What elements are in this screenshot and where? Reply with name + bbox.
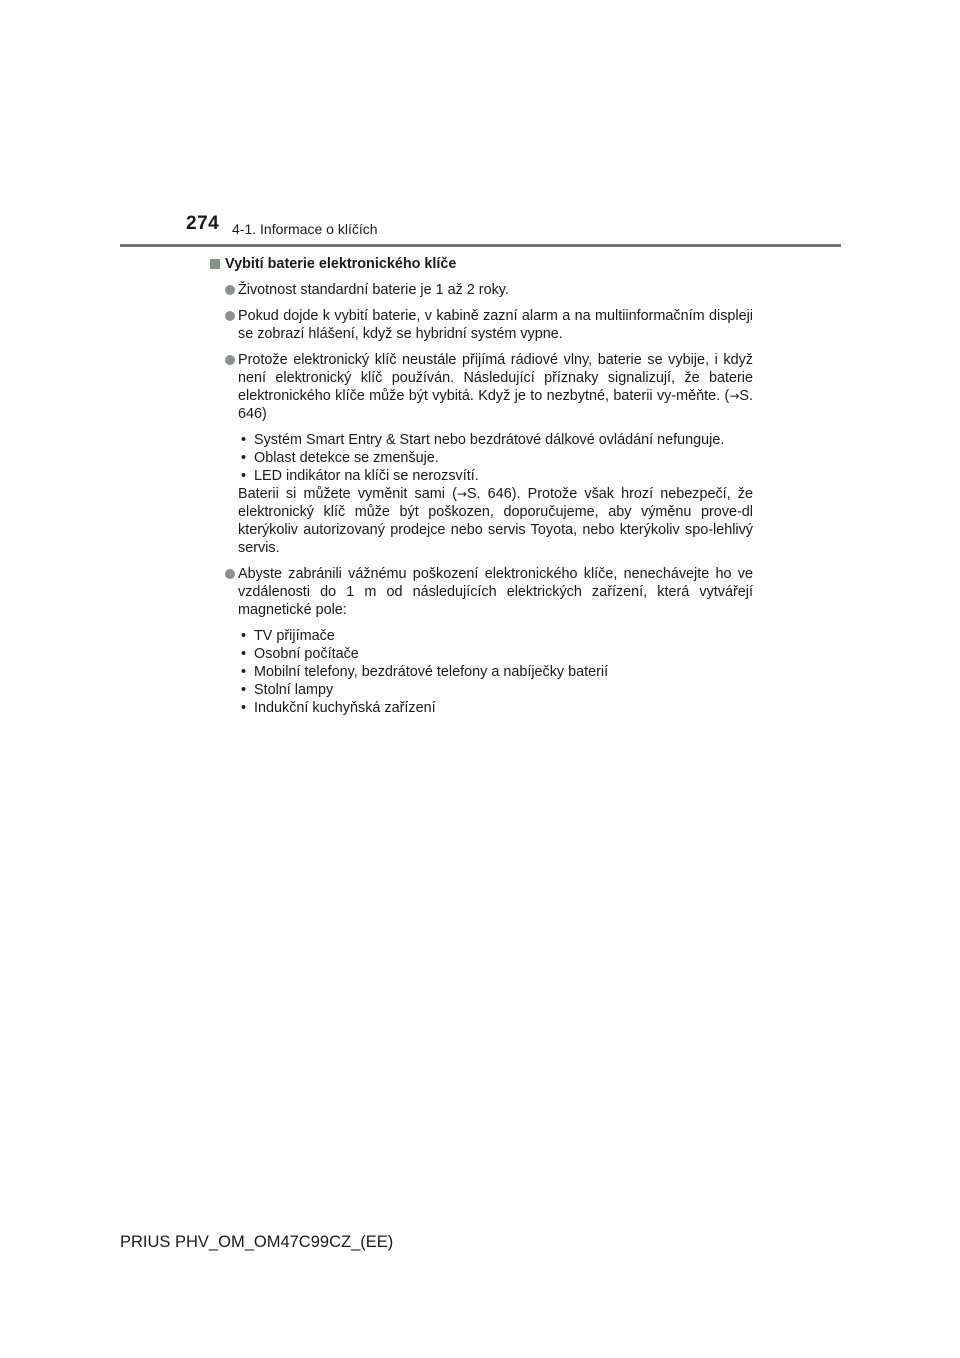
paragraph-battery-alarm	[210, 307, 753, 343]
square-bullet-icon	[210, 259, 220, 269]
page-number: 274	[186, 213, 220, 234]
section-title-text: Vybití baterie elektronického klíče	[225, 256, 457, 272]
list-item-text: Osobní počítače	[254, 646, 359, 662]
arrow-icon: →	[456, 487, 467, 501]
bullet-icon: •	[241, 450, 247, 466]
bullet-icon: •	[241, 432, 247, 448]
section-title	[210, 255, 753, 273]
list-item-text: Indukční kuchyňská zařízení	[254, 700, 436, 716]
round-bullet-icon	[225, 355, 235, 365]
bullet-icon: •	[241, 628, 247, 644]
list-item-text: LED indikátor na klíči se nerozsvítí.	[254, 468, 479, 484]
list-item	[238, 431, 753, 449]
round-bullet-icon	[225, 285, 235, 295]
bullet-icon: •	[241, 682, 247, 698]
note-text-continued: S. 646). Protože však hrozí nebezpečí, že elektronický klíč může být poškozen, doporučujeme, aby výměnu prove-dl kterýkoliv autorizovaný prodejce nebo servis Toyota, nebo kterýkoliv spo-lehlivý servis.	[238, 486, 754, 556]
list-item-text: Oblast detekce se zmenšuje.	[254, 450, 439, 466]
paragraph-text: Abyste zabránili vážnému poškození elektronického klíče, nenechávejte ho ve vzdálenosti do 1 m od následujících elektrických zařízení, která vytvářejí magnetické pole:	[238, 566, 753, 618]
replacement-note	[238, 485, 753, 557]
bullet-icon: •	[241, 468, 247, 484]
list-item	[238, 681, 753, 699]
header-rule	[120, 244, 841, 247]
bullet-icon: •	[241, 700, 247, 716]
list-item-text: TV přijímače	[254, 628, 335, 644]
device-list	[210, 627, 753, 717]
paragraph-battery-drain	[210, 351, 753, 423]
bullet-icon: •	[241, 664, 247, 680]
paragraph-battery-life	[210, 281, 753, 299]
document-code: PRIUS PHV_OM_OM47C99CZ_(EE)	[120, 1233, 394, 1251]
paragraph-text: Životnost standardní baterie je 1 až 2 roky.	[238, 282, 509, 298]
chapter-heading: 4-1. Informace o klíčích	[232, 221, 378, 237]
paragraph-text: Pokud dojde k vybití baterie, v kabině zazní alarm a na multiinformačním displeji se zobrazí hlášení, když se hybridní systém vypne.	[238, 308, 753, 342]
paragraph-text: Protože elektronický klíč neustále přijímá rádiové vlny, baterie se vybije, i když není elektronický klíč používán. Následující příznaky signalizují, že baterie elektronického klíče může být vybitá. Když je to nezbytné, baterii vy-měňte. (	[238, 352, 753, 404]
arrow-icon: →	[729, 389, 740, 403]
list-item	[238, 449, 753, 467]
list-item	[238, 699, 753, 717]
list-item	[238, 467, 753, 485]
symptom-list	[210, 431, 753, 557]
list-item-text: Stolní lampy	[254, 682, 334, 698]
list-item	[238, 627, 753, 645]
paragraph-magnetic-field	[210, 565, 753, 619]
page-reference-link[interactable]: S. 646)	[238, 388, 753, 422]
bullet-icon: •	[241, 646, 247, 662]
note-text: Baterii si můžete vyměnit sami (	[238, 486, 457, 502]
list-item-text: Mobilní telefony, bezdrátové telefony a nabíječky baterií	[254, 664, 609, 680]
page-content	[210, 255, 753, 725]
list-item-text: Systém Smart Entry & Start nebo bezdrátové dálkové ovládání nefunguje.	[254, 432, 725, 448]
list-item	[238, 663, 753, 681]
round-bullet-icon	[225, 569, 235, 579]
round-bullet-icon	[225, 311, 235, 321]
list-item	[238, 645, 753, 663]
